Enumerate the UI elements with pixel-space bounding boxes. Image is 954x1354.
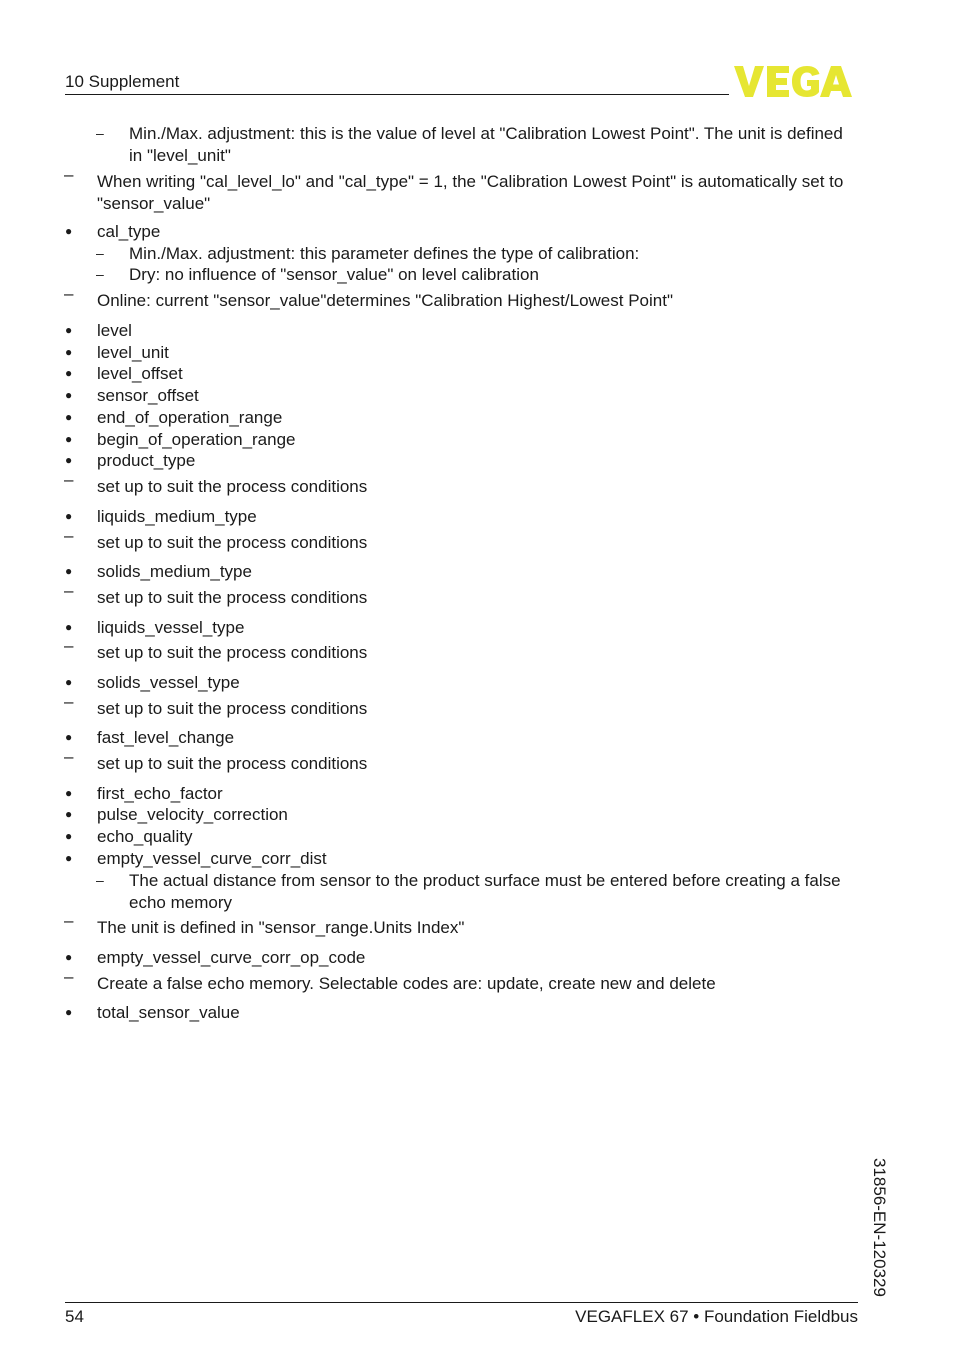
item-text: product_type (97, 451, 196, 470)
bullet-icon: ● (65, 620, 73, 634)
dash-note (0, 526, 954, 554)
item-text: sensor_offset (97, 386, 199, 405)
bullet-icon: ● (65, 345, 73, 359)
item-text: level_offset (97, 364, 183, 383)
item-text: Dry: no influence of "sensor_value" on level calibration (129, 265, 539, 284)
bullet-icon: ● (65, 224, 73, 238)
bullet-icon: ● (65, 366, 73, 380)
list-item (0, 450, 954, 472)
dash-icon: – (96, 245, 104, 261)
dash-icon: – (96, 125, 104, 141)
bullet-icon: ● (65, 1005, 73, 1019)
bullet-icon: ● (65, 807, 73, 821)
footer-rule (65, 1302, 858, 1303)
dash-note (0, 165, 954, 214)
bullet-icon: ● (65, 675, 73, 689)
list-item (0, 672, 954, 694)
sub-item (0, 264, 954, 286)
item-text: first_echo_factor (97, 784, 223, 803)
list-item (0, 727, 954, 749)
item-text: level_unit (97, 343, 169, 362)
dash-icon: – (64, 165, 74, 184)
item-text: empty_vessel_curve_corr_dist (97, 849, 327, 868)
item-text: total_sensor_value (97, 1003, 240, 1022)
item-text: begin_of_operation_range (97, 430, 296, 449)
dash-note (0, 747, 954, 775)
dash-icon: – (96, 872, 104, 888)
list-item (0, 407, 954, 429)
dash-note (0, 636, 954, 664)
list-item (0, 826, 954, 848)
item-text: liquids_vessel_type (97, 618, 245, 637)
item-text: set up to suit the process conditions (97, 699, 368, 718)
item-text: The actual distance from sensor to the product surface must be entered before creating a false echo memory (129, 871, 841, 912)
bullet-icon: ● (65, 851, 73, 865)
list-item (0, 561, 954, 583)
list-item (0, 342, 954, 364)
bullet-icon: ● (65, 829, 73, 843)
sub-item (0, 123, 954, 166)
item-text: cal_type (97, 222, 161, 241)
sub-item (0, 243, 954, 265)
item-text: Create a false echo memory. Selectable codes are: update, create new and delete (97, 974, 716, 993)
list-item (0, 804, 954, 826)
item-text: set up to suit the process conditions (97, 477, 368, 496)
dash-icon: – (64, 967, 74, 986)
dash-icon: – (64, 692, 74, 711)
item-text: When writing "cal_level_lo" and "cal_type" = 1, the "Calibration Lowest Point" is automatically set to "sensor_value" (97, 172, 844, 213)
bullet-icon: ● (65, 432, 73, 446)
item-text: set up to suit the process conditions (97, 588, 368, 607)
bullet-icon: ● (65, 323, 73, 337)
running-header: 10 Supplement (65, 72, 180, 91)
list-item (0, 947, 954, 969)
dash-icon: – (64, 636, 74, 655)
dash-icon: – (64, 747, 74, 766)
dash-note (0, 692, 954, 720)
document-title: VEGAFLEX 67 • Foundation Fieldbus (575, 1307, 858, 1326)
item-text: solids_medium_type (97, 562, 252, 581)
item-text: end_of_operation_range (97, 408, 283, 427)
item-text: pulse_velocity_correction (97, 805, 288, 824)
sub-item (0, 870, 954, 913)
bullet-icon: ● (65, 564, 73, 578)
bullet-icon: ● (65, 509, 73, 523)
list-item (0, 429, 954, 451)
bullet-icon: ● (65, 388, 73, 402)
list-item (0, 848, 954, 870)
item-text: echo_quality (97, 827, 193, 846)
item-text: The unit is defined in "sensor_range.Units Index" (97, 918, 465, 937)
item-text: fast_level_change (97, 728, 235, 747)
item-text: set up to suit the process conditions (97, 643, 368, 662)
document-id: 31856-EN-120329 (870, 1158, 889, 1297)
list-item (0, 385, 954, 407)
item-text: Min./Max. adjustment: this is the value of level at "Calibration Lowest Point". The unit is defined in "level_unit" (129, 124, 843, 165)
list-item (0, 617, 954, 639)
item-text: level (97, 321, 132, 340)
item-text: empty_vessel_curve_corr_op_code (97, 948, 366, 967)
bullet-icon: ● (65, 786, 73, 800)
item-text: liquids_medium_type (97, 507, 257, 526)
dash-icon: – (64, 526, 74, 545)
item-text: Min./Max. adjustment: this parameter defines the type of calibration: (129, 244, 640, 263)
dash-icon: – (64, 470, 74, 489)
dash-note (0, 470, 954, 498)
bullet-icon: ● (65, 410, 73, 424)
list-item (0, 363, 954, 385)
dash-note (0, 284, 954, 312)
bullet-icon: ● (65, 950, 73, 964)
dash-note (0, 581, 954, 609)
list-item (0, 783, 954, 805)
list-item (0, 320, 954, 342)
bullet-icon: ● (65, 730, 73, 744)
list-item (0, 1002, 954, 1024)
dash-note (0, 967, 954, 995)
item-text: Online: current "sensor_value"determines "Calibration Highest/Lowest Point" (97, 291, 673, 310)
dash-note (0, 911, 954, 939)
item-text: solids_vessel_type (97, 673, 240, 692)
dash-icon: – (64, 284, 74, 303)
list-item (0, 221, 954, 243)
page-number: 54 (65, 1307, 84, 1326)
item-text: set up to suit the process conditions (97, 533, 368, 552)
dash-icon: – (64, 581, 74, 600)
item-text: set up to suit the process conditions (97, 754, 368, 773)
bullet-icon: ● (65, 453, 73, 467)
dash-icon: – (96, 266, 104, 282)
list-item (0, 506, 954, 528)
dash-icon: – (64, 911, 74, 930)
